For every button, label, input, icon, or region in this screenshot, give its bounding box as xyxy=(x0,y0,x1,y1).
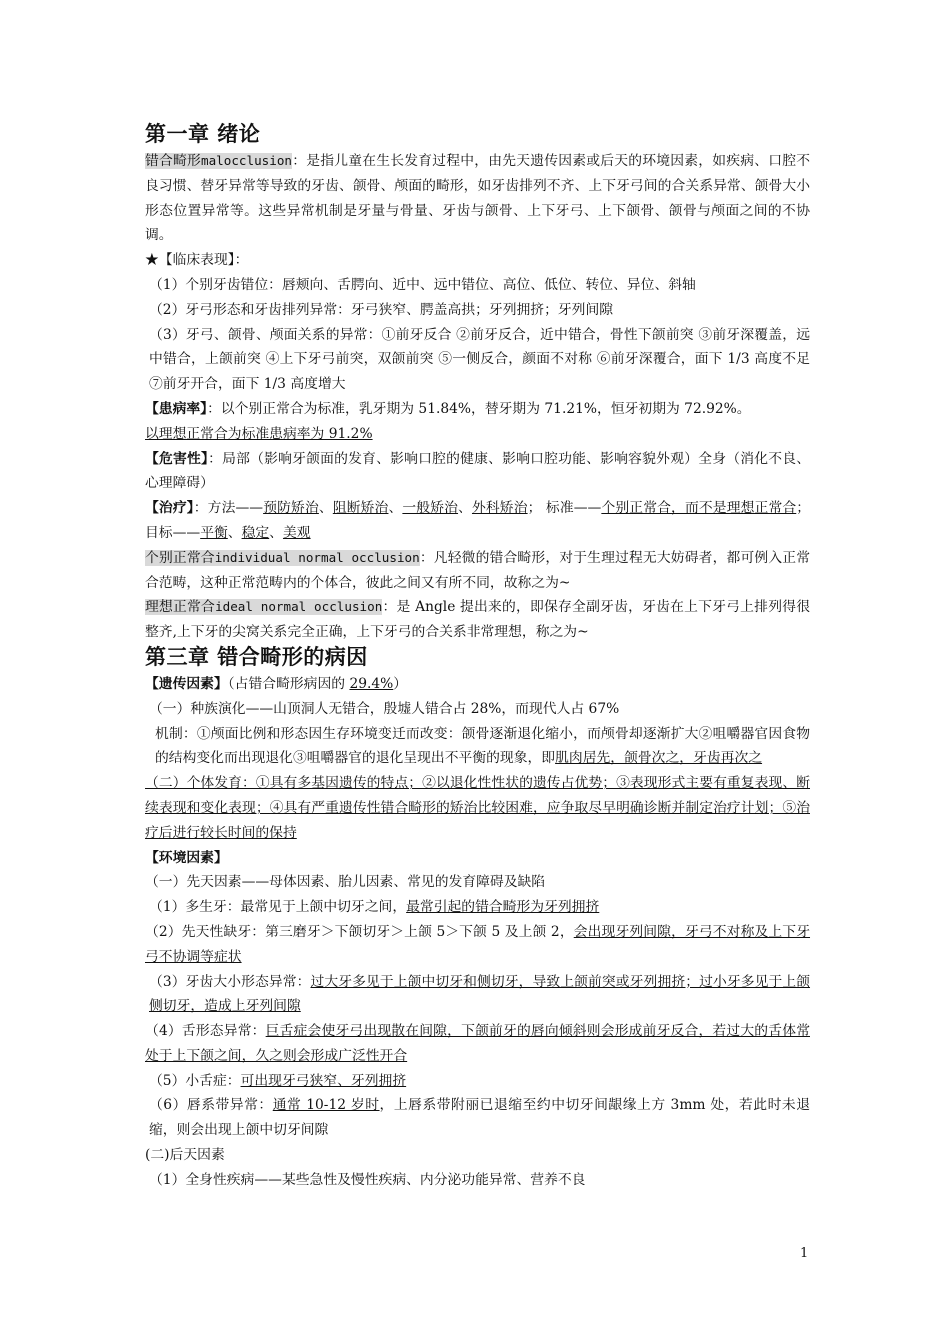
genetic-heading: 【遗传因素】（占错合畸形病因的 29.4%） xyxy=(145,675,408,692)
clinical-item-2: （2）牙弓形态和牙齿排列异常：牙弓狭窄、腭盖高拱；牙列拥挤；牙列间隙 xyxy=(149,301,614,318)
env-item-6: （6）唇系带异常：通常 10-12 岁时，上唇系带附丽已退缩至约中切牙间龈缘上方 3mm 处，若此时未退缩，则会出现上颌中切牙间隙 xyxy=(149,1097,811,1139)
page-number: 1 xyxy=(800,1246,809,1261)
env-congenital: （一）先天因素——母体因素、胎儿因素、常见的发育障碍及缺陷 xyxy=(145,874,546,891)
env-item-3: （3）牙齿大小形态异常：过大牙多见于上颌中切牙和侧切牙，导致上颌前突或牙列拥挤；过小牙多见于上颌侧切牙，造成上牙列间隙 xyxy=(149,973,811,1015)
env-item-1: （1）多生牙：最常见于上颌中切牙之间，最常引起的错合畸形为牙列拥挤 xyxy=(149,899,600,916)
treatment: 【治疗】：方法——预防矫治、阻断矫治、一般矫治、外科矫治； 标准——个别正常合，而不是理想正常合； 目标——平衡、稳定、美观 xyxy=(145,500,811,541)
individual-normal-occlusion: 个别正常合individual normal occlusion：凡轻微的错合畸形，对于生理过程无大妨碍者，都可例入正常合范畴，这种正常范畴内的个体合，彼此之间又有所不同，故称之为~ xyxy=(145,549,811,591)
genetic-development: （二）个体发育：①具有多基因遗传的特点；②以退化性性状的遗传占优势；③表现形式主要有重复表现、断续表现和变化表现；④具有严重遗传性错合畸形的矫治比较困难，应争取尽早明确诊断并制定治疗计划；⑤治疗后进行较长时间的保持 xyxy=(145,775,810,841)
genetic-mechanism: 机制：①颅面比例和形态因生存环境变迁而改变：颌骨逐渐退化缩小，而颅骨却逐渐扩大②咀嚼器官因食物的结构变化而出现退化③咀嚼器官的退化呈现出不平衡的现象，即肌肉居先，颌骨次之，牙齿再次之 xyxy=(155,725,810,767)
prevalence-ideal: 以理想正常合为标准患病率为 91.2% xyxy=(145,425,373,442)
prevalence: 【患病率】：以个别正常合为标准，乳牙期为 51.84%，替牙期为 71.21%，恒牙初期为 72.92%。 以理想正常合为标准患病率为 91.2% xyxy=(145,400,751,442)
ideal-normal-occlusion: 理想正常合ideal normal occlusion：是 Angle 提出来的，即保存全副牙齿，牙齿在上下牙弓上排列得很整齐,上下牙的尖窝关系完全正确，上下牙弓的合关系非常理想，称之为~ xyxy=(145,599,811,641)
harm: 【危害性】：局部（影响牙颌面的发育、影响口腔的健康、影响口腔功能、影响容貌外观）全身（消化不良、心理障碍） xyxy=(145,450,811,492)
env-item-5: （5）小舌症：可出现牙弓狭窄、牙列拥挤 xyxy=(149,1072,407,1089)
env-heading: 【环境因素】 xyxy=(145,849,228,866)
chapter1-title: 第一章 绪论 xyxy=(145,122,261,146)
chapter3-title: 第三章 错合畸形的病因 xyxy=(145,644,368,669)
malocclusion-definition: 错合畸形malocclusion：是指儿童在生长发育过程中，由先天遗传因素或后天的环境因素，如疾病、口腔不良习惯、替牙异常等导致的牙齿、颌骨、颅面的畸形，如牙齿排列不齐、上下牙弓间的合关系异常、颌骨大小形态位置异常等。这些异常机制是牙量与骨量、牙齿与颌骨、上下牙弓、上下颌骨、颌骨与颅面之间的不协调。 xyxy=(145,153,810,244)
env-item-4: （4）舌形态异常：巨舌症会使牙弓出现散在间隙，下颌前牙的唇向倾斜则会形成前牙反合，若过大的舌体常处于上下颌之间，久之则会形成广泛性开合 xyxy=(145,1023,810,1064)
env-acquired: (二)后天因素 xyxy=(145,1147,225,1164)
env-item-2: （2）先天性缺牙：第三磨牙＞下颌切牙＞上颌 5＞下颌 5 及上颌 2，会出现牙列间隙，牙弓不对称及上下牙弓不协调等症状 xyxy=(145,923,811,965)
clinical-heading: ★【临床表现】： xyxy=(145,252,249,269)
clinical-item-1: （1）个别牙齿错位：唇颊向、舌腭向、近中、远中错位、高位、低位、转位、异位、斜轴 xyxy=(149,276,696,293)
term-malocclusion: 错合畸形malocclusion xyxy=(145,153,292,169)
clinical-item-3: （3）牙弓、颌骨、颅面关系的异常：①前牙反合 ②前牙反合，近中错合，骨性下颌前突 ③前牙深覆盖，远中错合，上颌前突 ④上下牙弓前突，双颌前突 ⑤一侧反合，颜面不对称 ⑥前牙深覆合，面下 1/3 高度不足 ⑦前牙开合，面下 1/3 高度增大 xyxy=(149,326,810,393)
genetic-evolution: （一）种族演化——山顶洞人无错合，殷墟人错合占 28%，而现代人占 67% xyxy=(149,700,620,717)
term-ideal: 理想正常合ideal normal occlusion xyxy=(145,599,383,616)
term-individual: 个别正常合individual normal occlusion xyxy=(145,549,420,566)
page-content xyxy=(145,120,810,1193)
env-acquired-item-1: （1）全身性疾病——某些急性及慢性疾病、内分泌功能异常、营养不良 xyxy=(149,1171,586,1188)
